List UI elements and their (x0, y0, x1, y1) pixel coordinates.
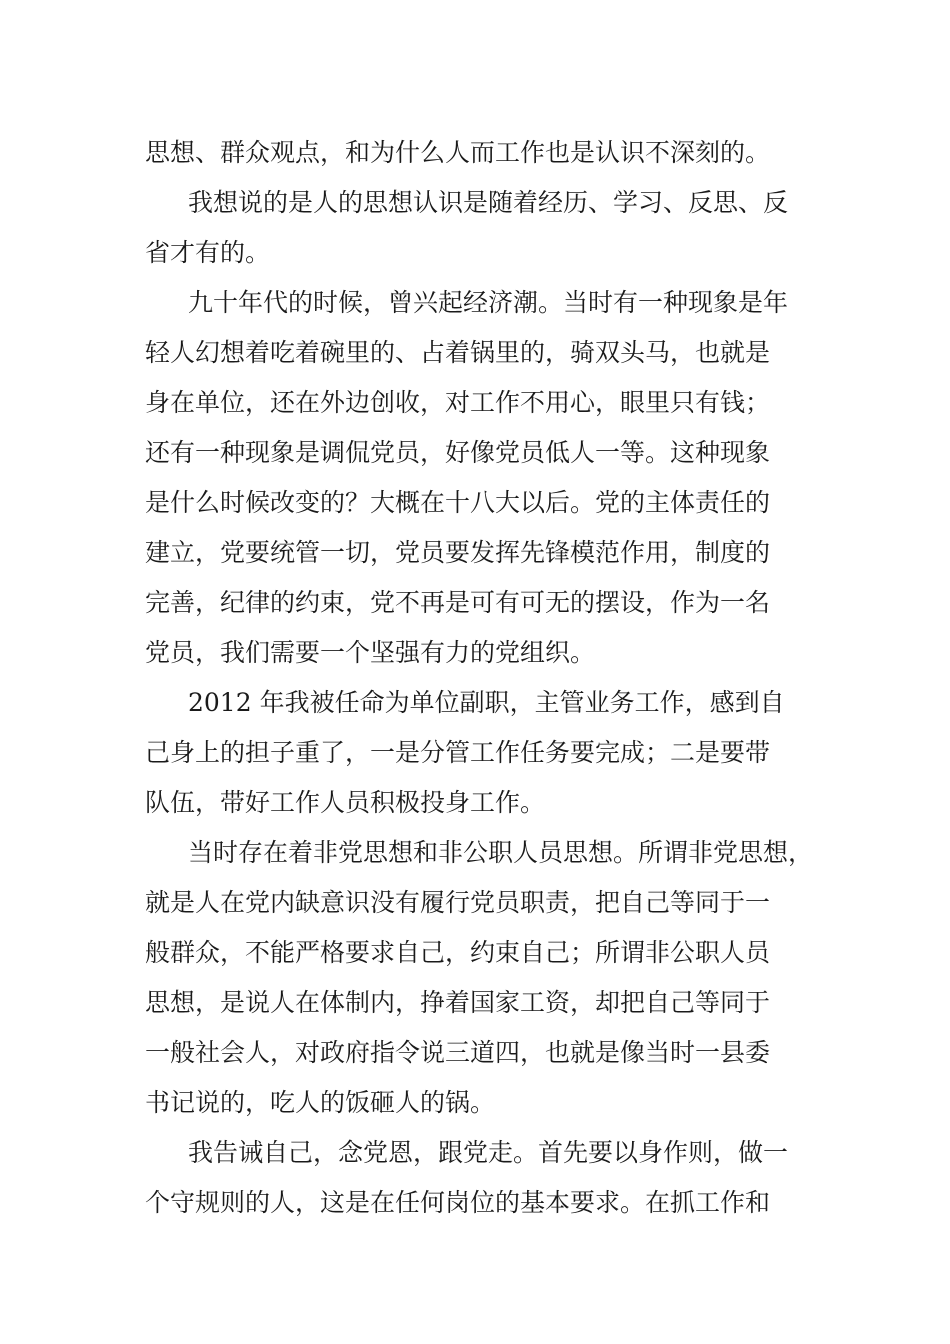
text-line: 党员，我们需要一个坚强有力的党组织。 (145, 638, 596, 667)
text-line: 己身上的担子重了，一是分管工作任务要完成；二是要带 (145, 738, 771, 767)
text-line: 我告诫自己，念党恩，跟党走。首先要以身作则，做一 (188, 1138, 789, 1167)
text-line: 队伍，带好工作人员积极投身工作。 (145, 788, 546, 817)
text-line: 是什么时候改变的？大概在十八大以后。党的主体责任的 (145, 488, 771, 517)
text-line: 完善，纪律的约束，党不再是可有可无的摆设，作为一名 (145, 588, 771, 617)
text-line: 省才有的。 (145, 238, 271, 267)
text-line: 般群众，不能严格要求自己，约束自己；所谓非公职人员 (145, 938, 771, 967)
text-line: 2012 年我被任命为单位副职，主管业务工作，感到自 (188, 688, 785, 717)
text-line: 思想、群众观点，和为什么人而工作也是认识不深刻的。 (145, 138, 771, 167)
paragraph-4 (145, 678, 815, 828)
text-line: 建立，党要统管一切，党员要发挥先锋模范作用，制度的 (145, 538, 771, 567)
paragraph-1 (145, 128, 815, 178)
document-body (145, 128, 815, 1228)
text-line: 当时存在着非党思想和非公职人员思想。所谓非党思想， (188, 838, 814, 867)
text-line: 九十年代的时候，曾兴起经济潮。当时有一种现象是年 (188, 288, 789, 317)
text-line: 就是人在党内缺意识没有履行党员职责，把自己等同于一 (145, 888, 771, 917)
text-line: 还有一种现象是调侃党员，好像党员低人一等。这种现象 (145, 438, 771, 467)
text-line: 我想说的是人的思想认识是随着经历、学习、反思、反 (188, 188, 789, 217)
text-line: 一般社会人，对政府指令说三道四，也就是像当时一县委 (145, 1038, 771, 1067)
text-line: 轻人幻想着吃着碗里的、占着锅里的，骑双头马，也就是 (145, 338, 771, 367)
text-line: 个守规则的人，这是在任何岗位的基本要求。在抓工作和 (145, 1188, 771, 1217)
paragraph-5 (145, 828, 815, 1128)
paragraph-3 (145, 278, 815, 678)
paragraph-6 (145, 1128, 815, 1228)
paragraph-2 (145, 178, 815, 278)
text-line: 思想，是说人在体制内，挣着国家工资，却把自己等同于 (145, 988, 771, 1017)
text-line: 身在单位，还在外边创收，对工作不用心，眼里只有钱； (145, 388, 771, 417)
text-line: 书记说的，吃人的饭砸人的锅。 (145, 1088, 496, 1117)
